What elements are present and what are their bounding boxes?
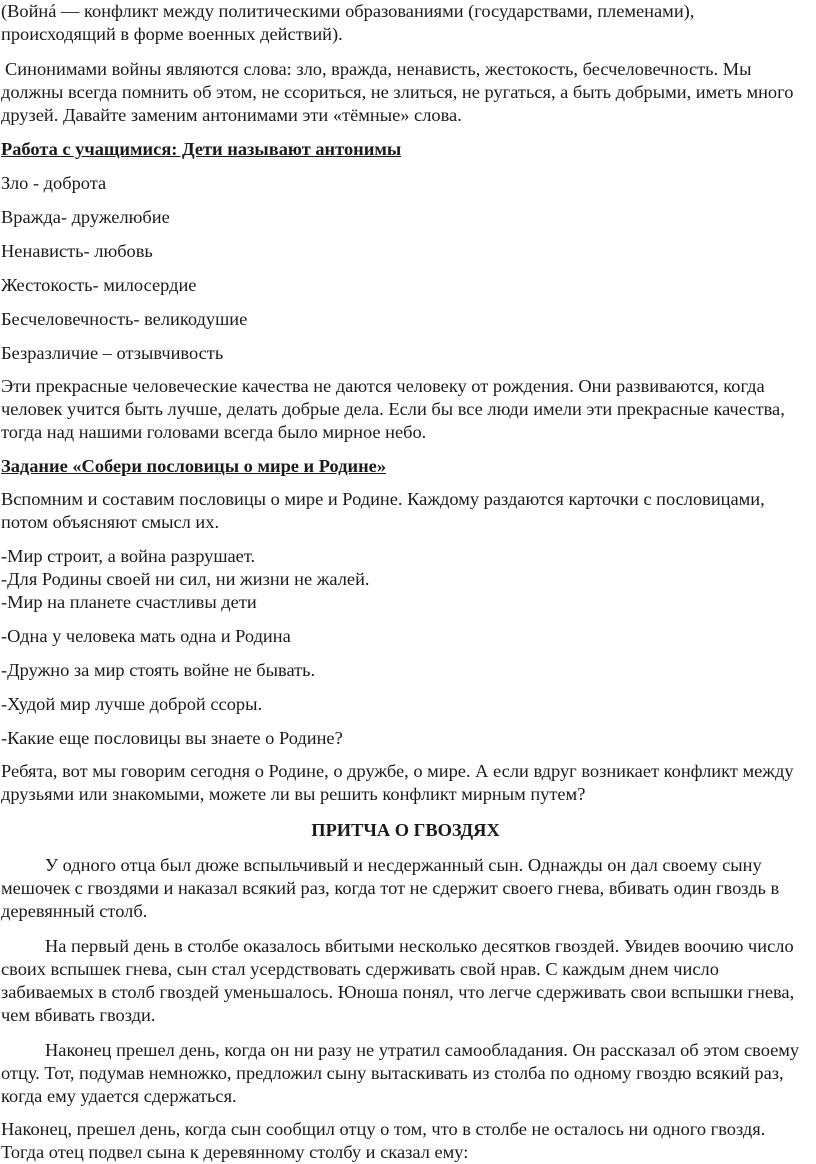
task-intro-paragraph: Вспомним и составим пословицы о мире и Родине. Каждому раздаются карточки с пословицами, потом объясняют смысл их. <box>1 489 765 532</box>
antonym-pair: Зло - доброта <box>1 173 107 193</box>
antonym-pair: Бесчеловечность- великодушие <box>1 309 248 329</box>
proverb-item: -Мир на планете счастливы дети <box>1 592 257 612</box>
parable-title: ПРИТЧА О ГВОЗДЯХ <box>311 820 500 840</box>
antonym-pair: Безразличие – отзывчивость <box>1 343 224 363</box>
proverb-item: -Дружно за мир стоять войне не бывать. <box>1 660 316 680</box>
final-paragraph: Наконец, прешел день, когда сын сообщил отцу о том, что в столбе не осталось ни одного гвоздя. Тогда отец подвел сына к деревянному столбу и сказал ему: <box>1 1119 766 1162</box>
proverb-item: -Мир строит, а война разрушает. <box>1 546 256 566</box>
parable-paragraph: У одного отца был дюже вспыльчивый и несдержанный сын. Однажды он дал своему сыну мешочек с гвоздями и наказал всякий раз, когда тот не сдержит своего гнева, вбивать один гвоздь в деревянный столб. <box>1 855 780 921</box>
antonym-pair: Жестокость- милосердие <box>1 275 197 295</box>
task-heading: Задание «Собери пословицы о мире и Родине» <box>1 456 387 476</box>
proverb-item: -Для Родины своей ни сил, ни жизни не жалей. <box>1 569 370 589</box>
parable-paragraph: На первый день в столбе оказалось вбитыми несколько десятков гвоздей. Увидев воочию число своих вспышек гнева, сын стал усердствовать сдерживать свой нрав. С каждым днем число забиваемых в столб гвоздей уменьшалось. Юноша понял, что легче сдерживать свои вспышки гнева, чем вбивать гвозди. <box>1 936 795 1025</box>
definition-paragraph: (Войнá — конфликт между политическими образованиями (государствами, племенами), происходящий в форме военных действий). <box>1 1 695 44</box>
proverb-item: -Одна у человека мать одна и Родина <box>1 626 291 646</box>
antonyms-heading: Работа с учащимися: Дети называют антонимы <box>1 139 402 159</box>
proverb-item: -Какие еще пословицы вы знаете о Родине? <box>1 728 343 748</box>
proverb-list <box>1 545 810 750</box>
synonyms-paragraph: Синонимами войны являются слова: зло, вражда, ненависть, жестокость, бесчеловечность. Мы должны всегда помнить об этом, не ссориться, не злиться, не ругаться, а быть добрыми, иметь много друзей. Давайте заменим антонимами эти «тёмные» слова. <box>1 59 794 125</box>
antonym-pair: Вражда- дружелюбие <box>1 207 170 227</box>
qualities-paragraph: Эти прекрасные человеческие качества не даются человеку от рождения. Они развиваются, когда человек учится быть лучше, делать добрые дела. Если бы все люди имели эти прекрасные качества, тогда над нашими головами всегда было мирное небо. <box>1 376 785 442</box>
parable-paragraph: Наконец прешел день, когда он ни разу не утратил самообладания. Он рассказал об этом своему отцу. Тот, подумав немножко, предложил сыну вытаскивать из столба по одному гвоздю всякий раз, когда ему удается сдержаться. <box>1 1040 800 1106</box>
conflict-question-paragraph: Ребята, вот мы говорим сегодня о Родине, о дружбе, о мире. А если вдруг возникает конфликт между друзьями или знакомыми, можете ли вы решить конфликт мирным путем? <box>1 761 794 804</box>
antonym-pair: Ненависть- любовь <box>1 241 153 261</box>
antonym-list <box>1 172 810 365</box>
proverb-item: -Худой мир лучше доброй ссоры. <box>1 694 263 714</box>
